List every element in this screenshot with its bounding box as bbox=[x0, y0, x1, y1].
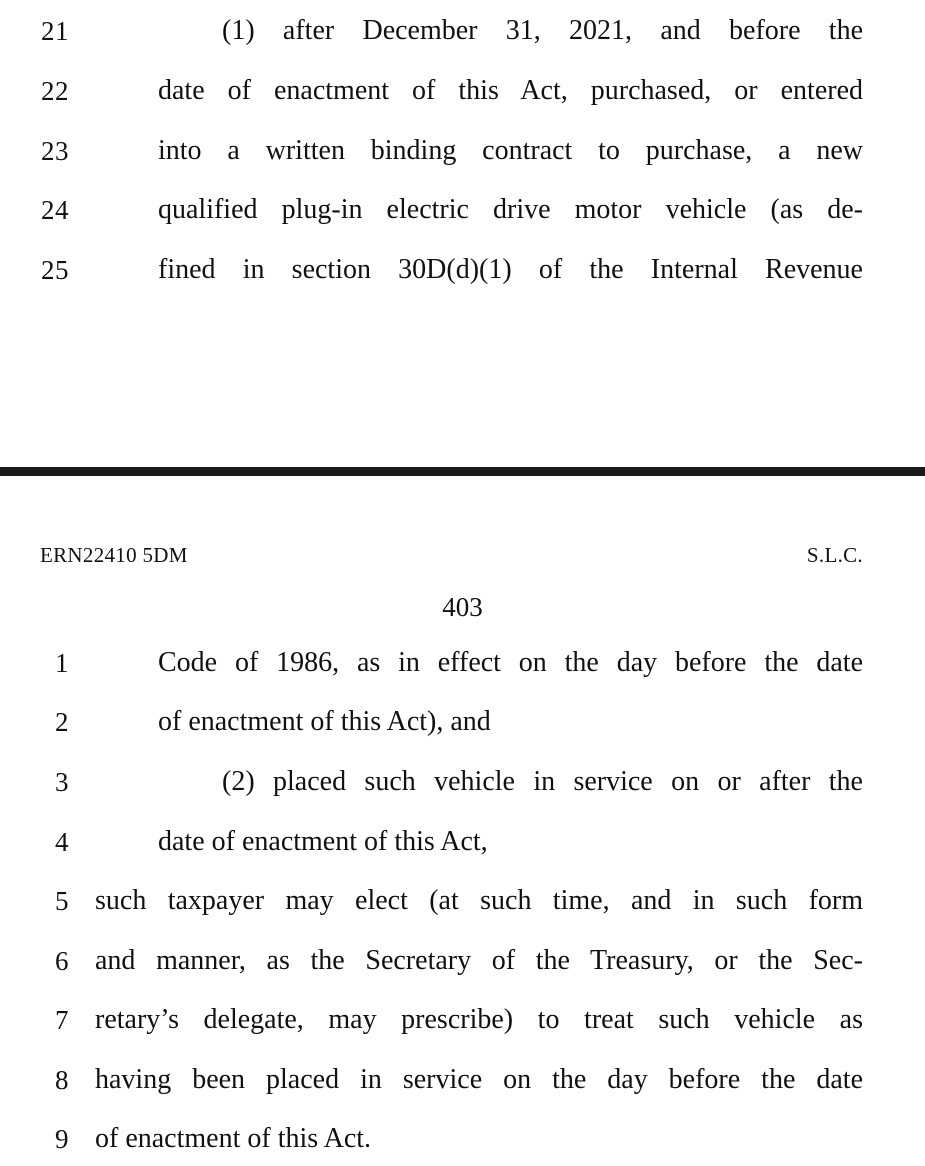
line-number: 24 bbox=[41, 195, 69, 225]
text-line: (2) placed such vehicle in service on or after the bbox=[222, 766, 863, 797]
line-number: 4 bbox=[55, 827, 69, 857]
text-line: retary’s delegate, may prescribe) to treat such vehicle as bbox=[95, 1004, 863, 1035]
line-number: 6 bbox=[55, 946, 69, 976]
line-number: 1 bbox=[55, 648, 69, 678]
text-line: such taxpayer may elect (at such time, and in such form bbox=[95, 885, 863, 916]
line-number: 2 bbox=[55, 707, 69, 737]
line-number: 9 bbox=[55, 1124, 69, 1154]
line-number: 8 bbox=[55, 1065, 69, 1095]
text-line: of enactment of this Act), and bbox=[158, 706, 491, 737]
text-line: qualified plug-in electric drive motor vehicle (as de- bbox=[158, 194, 863, 225]
text-line: Code of 1986, as in effect on the day before the date bbox=[158, 647, 863, 678]
text-line: fined in section 30D(d)(1) of the Internal Revenue bbox=[158, 254, 863, 285]
line-number: 23 bbox=[41, 136, 69, 166]
page-number: 403 bbox=[442, 592, 483, 622]
text-line: of enactment of this Act. bbox=[95, 1123, 372, 1154]
slc-label: S.L.C. bbox=[806, 543, 863, 567]
line-number: 25 bbox=[41, 255, 69, 285]
line-number: 5 bbox=[55, 886, 69, 916]
text-line: date of enactment of this Act, purchased, or entered bbox=[158, 75, 863, 106]
text-line: having been placed in service on the day before the date bbox=[95, 1064, 863, 1095]
document-id: ERN22410 5DM bbox=[40, 543, 188, 567]
text-line: into a written binding contract to purchase, a new bbox=[158, 135, 863, 166]
line-number: 21 bbox=[41, 16, 69, 46]
line-number: 22 bbox=[41, 76, 69, 106]
page-separator bbox=[0, 467, 925, 476]
line-number: 3 bbox=[55, 767, 69, 797]
line-number: 7 bbox=[55, 1005, 69, 1035]
text-line: (1) after December 31, 2021, and before the bbox=[222, 15, 863, 46]
text-line: and manner, as the Secretary of the Treasury, or the Sec- bbox=[95, 945, 863, 976]
text-line: date of enactment of this Act, bbox=[158, 826, 488, 857]
